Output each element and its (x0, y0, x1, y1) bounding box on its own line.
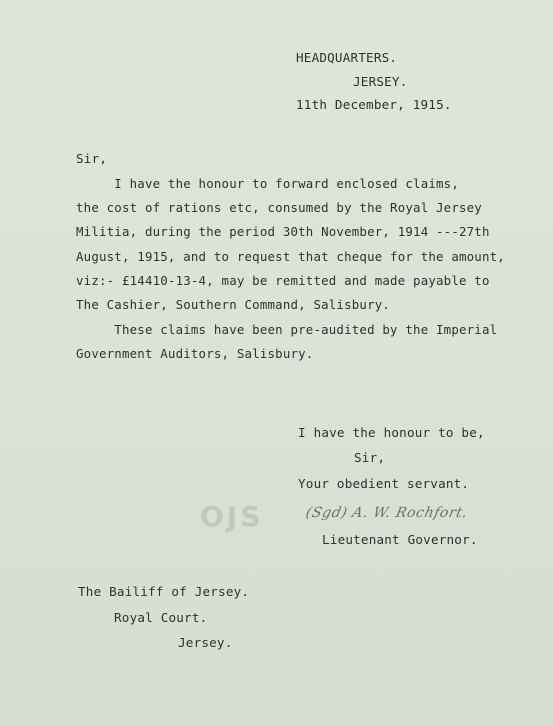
letter-date: 11th December, 1915. (296, 97, 452, 112)
body-line-8: Government Auditors, Salisbury. (76, 346, 314, 361)
closing-line-1: I have the honour to be, (298, 425, 485, 440)
addressee-line-3: Jersey. (178, 635, 233, 650)
body-line-1: I have the honour to forward enclosed claims, (76, 176, 459, 191)
addressee-line-1: The Bailiff of Jersey. (78, 584, 250, 599)
handwritten-signature: (Sgd) A. W. Rochfort. (304, 505, 470, 521)
closing-line-3: Your obedient servant. (298, 476, 470, 491)
body-line-2: the cost of rations etc, consumed by the Royal Jersey (76, 200, 482, 215)
watermark-stamp: OJS (200, 500, 264, 533)
header-headquarters: HEADQUARTERS. (296, 50, 398, 65)
body-line-5: viz:- £14410-13-4, may be remitted and made payable to (76, 273, 490, 288)
addressee-line-2: Royal Court. (114, 610, 208, 625)
body-line-4: August, 1915, and to request that cheque for the amount, (76, 249, 505, 264)
body-line-7: These claims have been pre-audited by the Imperial (76, 322, 498, 337)
header-jersey: JERSEY. (353, 74, 408, 89)
closing-line-2: Sir, (354, 450, 386, 465)
salutation: Sir, (76, 151, 108, 166)
body-line-3: Militia, during the period 30th November, 1914 ---27th (76, 224, 490, 239)
signatory-title: Lieutenant Governor. (322, 532, 478, 547)
body-line-6: The Cashier, Southern Command, Salisbury. (76, 297, 391, 312)
